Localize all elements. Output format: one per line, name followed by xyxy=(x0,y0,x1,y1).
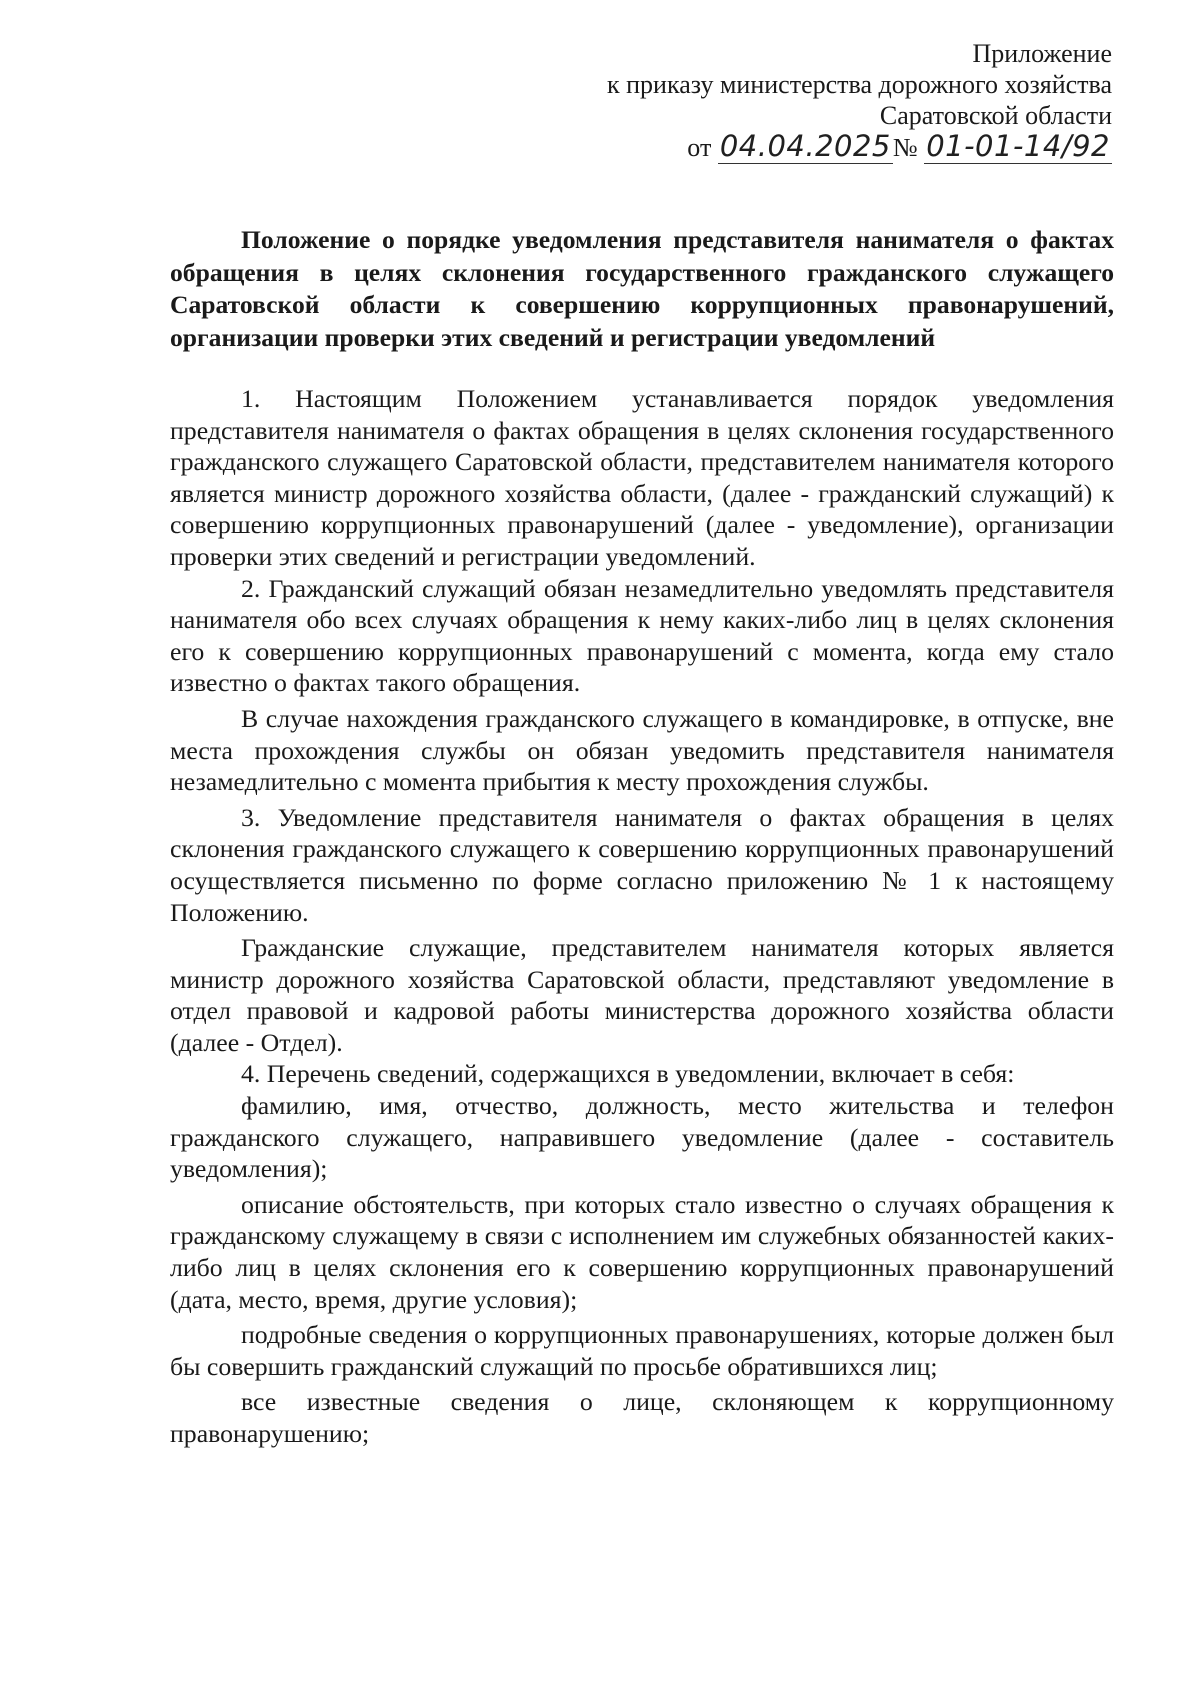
list-item-offense-details: подробные сведения о коррупционных правонарушениях, которые должен был бы совершить гражданский служащий по просьбе обратившихся лиц; xyxy=(170,1320,1114,1381)
number-sign: № xyxy=(892,133,918,162)
list-item-circumstances: описание обстоятельств, при которых стало известно о случаях обращения к гражданскому служащему в связи с исполнением им служебных обязанностей каких-либо лиц в целях склонения его к совершению коррупционных правонарушений (дата, место, время, другие условия); xyxy=(170,1189,1114,1314)
paragraph-4: 4. Перечень сведений, содержащихся в уведомлении, включает в себя: xyxy=(241,1059,1015,1089)
appendix-header xyxy=(552,38,1112,163)
document-body xyxy=(170,224,1114,1450)
paragraph-2: 2. Гражданский служащий обязан незамедлительно уведомлять представителя нанимателя обо всех случаях обращения к нему каких-либо лиц в целях склонения его к совершению коррупционных правонарушений с момента, когда ему стало известно о фактах такого обращения. xyxy=(170,573,1114,698)
list-item-person-info: все известные сведения о лице, склоняющем к коррупционному правонарушению; xyxy=(170,1387,1114,1448)
document-title: Положение о порядке уведомления представителя нанимателя о фактах обращения в целях склонения государственного гражданского служащего Саратовской области к совершению коррупционных правонарушений, организации проверки этих сведений и регистрации уведомлений xyxy=(170,225,1114,352)
paragraph-3-continuation: Гражданские служащие, представителем нанимателя которых является министр дорожного хозяйства Саратовской области, представляют уведомление в отдел правовой и кадровой работы министерства дорожного хозяйства области (далее - Отдел). xyxy=(170,933,1114,1057)
appendix-label: Приложение xyxy=(972,39,1112,68)
paragraph-2-continuation: В случае нахождения гражданского служащего в командировке, в отпуске, вне места прохождения службы он обязан уведомить представителя нанимателя незамедлительно с момента прибытия к месту прохождения службы. xyxy=(170,703,1114,797)
appendix-region: Саратовской области xyxy=(879,101,1112,130)
handwritten-number: 01-01-14/92 xyxy=(926,129,1110,163)
list-item-personal-data: фамилию, имя, отчество, должность, место жительства и телефон гражданского служащего, направившего уведомление (далее - составитель уведомления); xyxy=(170,1091,1114,1184)
appendix-order-reference: к приказу министерства дорожного хозяйства xyxy=(607,70,1112,99)
handwritten-date: 04.04.2025 xyxy=(719,129,891,163)
appendix-date-number xyxy=(552,131,1112,163)
paragraph-1: 1. Настоящим Положением устанавливается порядок уведомления представителя нанимателя о фактах обращения в целях склонения государственного гражданского служащего Саратовской области, представителем нанимателя которого является министр дорожного хозяйства области, (далее - гражданский служащий) к совершению коррупционных правонарушений (далее - уведомление), организации проверки этих сведений и регистрации уведомлений. xyxy=(170,384,1114,571)
date-prefix: от xyxy=(687,133,712,162)
paragraph-3: 3. Уведомление представителя нанимателя о фактах обращения в целях склонения гражданского служащего к совершению коррупционных правонарушений осуществляется письменно по форме согласно приложению № 1 к настоящему Положению. xyxy=(170,802,1114,927)
